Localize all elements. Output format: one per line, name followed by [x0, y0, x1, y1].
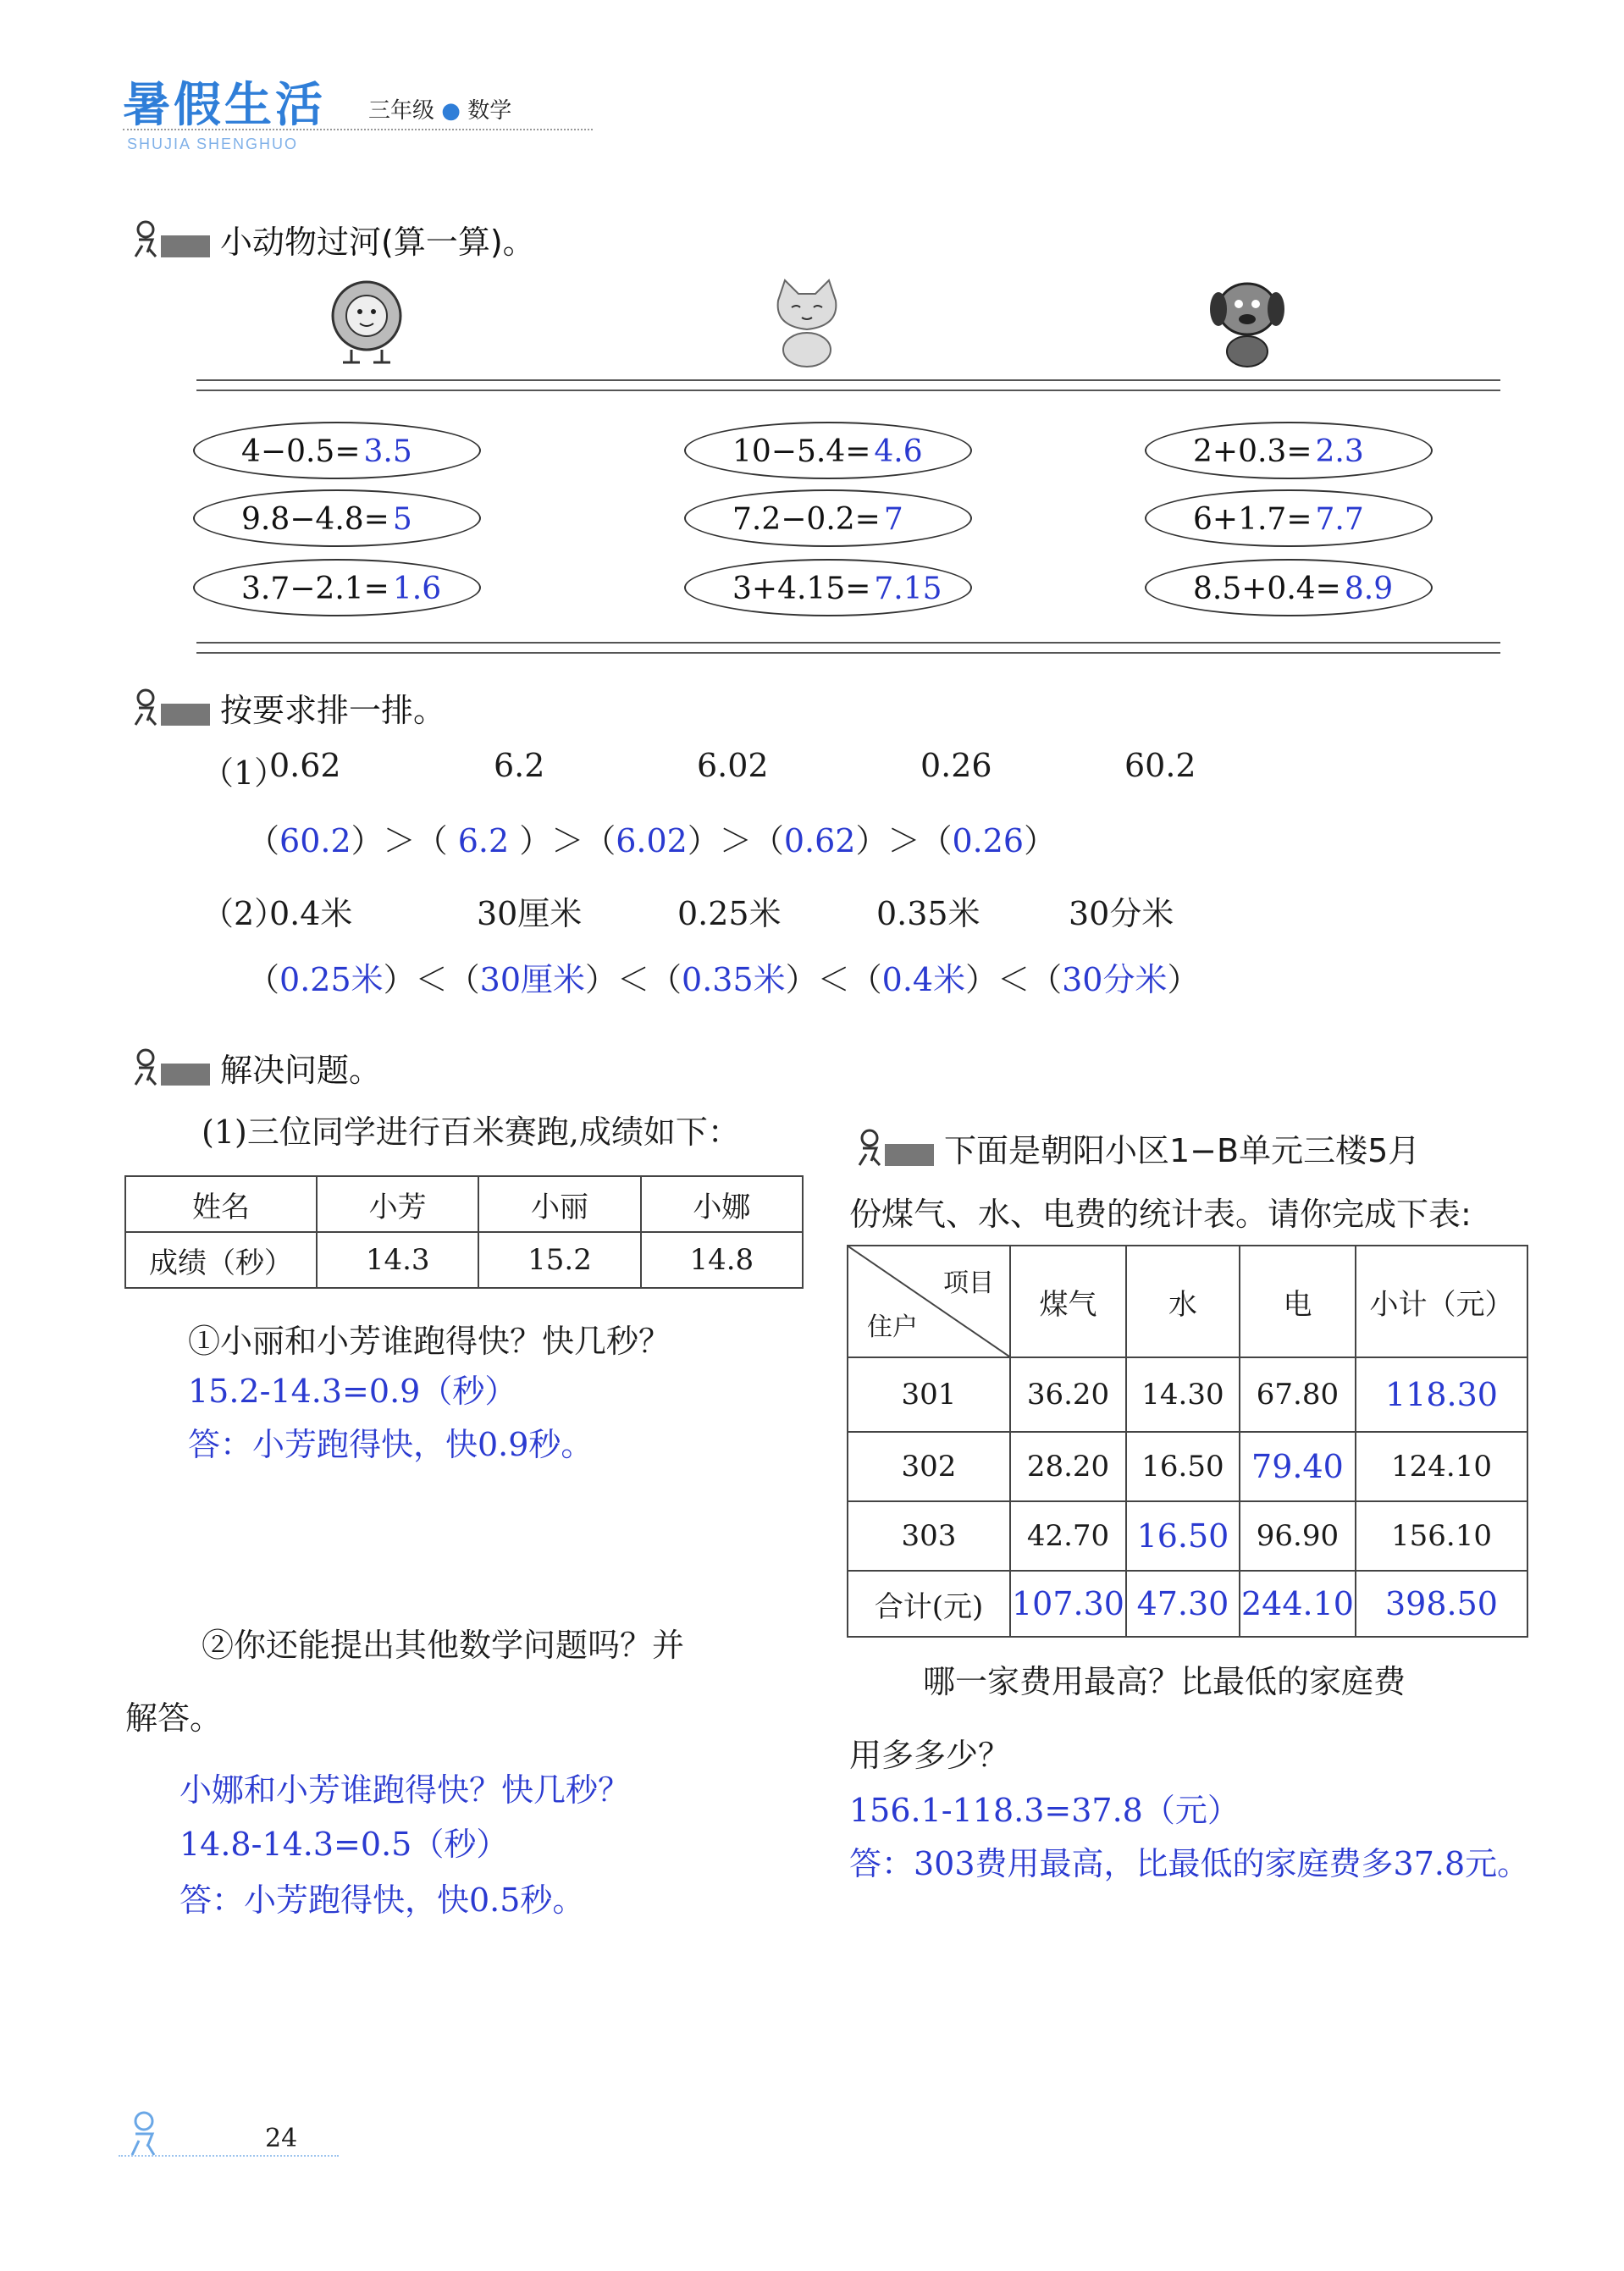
equation-oval: 2+0.3= 2.3: [1145, 422, 1433, 479]
table-row: [125, 1176, 803, 1232]
grade-label: 三年级: [368, 98, 435, 124]
section-title: 小动物过河(算一算)。: [220, 224, 535, 261]
table-cell: 36.20: [1010, 1357, 1126, 1432]
table-cell: 16.50: [1126, 1432, 1240, 1501]
sort-item: 0.26: [920, 747, 992, 784]
equation-oval: 9.8−4.8= 5: [193, 489, 481, 547]
table-corner-cell: [848, 1246, 1010, 1357]
sort-answer-row-2: （0.25米）＜（30厘米）＜（0.35米）＜（0.4米）＜（30分米）: [247, 961, 1200, 998]
question-2-line-2: 解答。: [125, 1699, 223, 1737]
pencil-child-icon: [851, 1127, 936, 1169]
sort-item: 0.35米: [876, 895, 980, 932]
header-divider: [123, 129, 593, 130]
equation-oval: 7.2−0.2= 7: [684, 489, 972, 547]
footer-child-icon: [119, 2108, 169, 2159]
table-header-cell: 小娜: [641, 1176, 803, 1232]
table-cell: 42.70: [1010, 1501, 1126, 1571]
equation-oval: 3.7−2.1= 1.6: [193, 559, 481, 616]
table-header-cell: 水: [1126, 1246, 1240, 1357]
dog-icon: [1207, 275, 1288, 368]
utility-bill-table: [847, 1245, 1528, 1638]
section-title: 解决问题。: [220, 1052, 382, 1089]
table-cell-filled: 79.40: [1240, 1432, 1356, 1501]
question-1-answer: 答：小芳跑得快，快0.9秒。: [188, 1426, 594, 1463]
corner-bottom-label: 住户: [867, 1312, 918, 1342]
lion-icon: [326, 278, 407, 371]
table-row: [125, 1232, 803, 1288]
table-cell: 156.10: [1356, 1501, 1527, 1571]
table-row-label: 303: [848, 1501, 1010, 1571]
table-header-cell: 煤气: [1010, 1246, 1126, 1357]
table-cell: 15.2: [478, 1232, 640, 1288]
equation-oval: 4−0.5= 3.5: [193, 422, 481, 479]
table-cell: 14.3: [317, 1232, 478, 1288]
bill-question-line-2: 用多多少？: [849, 1737, 1011, 1774]
sort-item: 6.02: [697, 747, 769, 784]
table-cell-filled: 16.50: [1126, 1501, 1240, 1571]
cat-icon: [766, 275, 848, 368]
question-2-calculation: 14.8-14.3=0.5（秒）: [180, 1826, 509, 1863]
series-logo-subtitle: SHUJIA SHENGHUO: [127, 135, 299, 152]
section-heading-1: [127, 216, 535, 262]
table-cell-filled: 118.30: [1356, 1357, 1527, 1432]
table-cell-filled: 47.30: [1126, 1571, 1240, 1637]
table-cell-filled: 398.50: [1356, 1571, 1527, 1637]
question-2-line-1: ②你还能提出其他数学问题吗？并: [202, 1627, 685, 1664]
sort-item: 6.2: [494, 747, 545, 784]
bullet-dot: ●: [441, 98, 461, 124]
question-2-answer: 答：小芳跑得快，快0.5秒。: [180, 1881, 585, 1919]
question-1-calculation: 15.2-14.3=0.9（秒）: [188, 1373, 517, 1410]
section-title: 按要求排一排。: [220, 692, 446, 729]
equation-oval: 6+1.7= 7.7: [1145, 489, 1433, 547]
bill-calculation: 156.1-118.3=37.8（元）: [849, 1792, 1240, 1829]
table-row: [848, 1357, 1527, 1432]
sort-question-1-label: （1）: [202, 754, 287, 792]
footer-divider: [119, 2155, 339, 2157]
sort-item: 60.2: [1124, 747, 1196, 784]
pencil-child-icon: [127, 687, 212, 729]
table-row-label: 合计(元): [848, 1571, 1010, 1637]
bill-intro-line-2: 份煤气、水、电费的统计表。请你完成下表:: [849, 1196, 1472, 1233]
pencil-child-icon: [127, 218, 212, 261]
pencil-child-icon: [127, 1047, 212, 1089]
sort-item: 0.4米: [269, 895, 353, 932]
section-heading-4: [851, 1124, 1420, 1171]
series-logo: 暑假生活: [123, 78, 326, 133]
sort-item: 0.62: [269, 747, 341, 784]
table-cell: 28.20: [1010, 1432, 1126, 1501]
bill-question-line-1: 哪一家费用最高？比最低的家庭费: [923, 1663, 1406, 1700]
table-header-cell: 姓名: [125, 1176, 317, 1232]
bill-intro-line-1: 下面是朝阳小区1−B单元三楼5月: [944, 1132, 1421, 1169]
page-number: 24: [265, 2124, 298, 2153]
sort-question-2-label: （2）: [202, 895, 287, 932]
question-1: ①小丽和小芳谁跑得快？快几秒？: [188, 1323, 671, 1360]
equation-oval: 10−5.4= 4.6: [684, 422, 972, 479]
section-heading-3: [127, 1044, 381, 1091]
sort-item: 30厘米: [477, 895, 583, 932]
table-row-label: 301: [848, 1357, 1010, 1432]
sort-item: 30分米: [1069, 895, 1174, 932]
table-cell: 96.90: [1240, 1501, 1356, 1571]
river-bank-bottom: [196, 642, 1500, 654]
question-2-question: 小娜和小芳谁跑得快？快几秒？: [180, 1771, 631, 1809]
table-header-cell: 小丽: [478, 1176, 640, 1232]
bill-answer: 答：303费用最高，比最低的家庭费多37.8元。: [849, 1845, 1530, 1882]
river-bank-top: [196, 379, 1500, 391]
table-cell: 124.10: [1356, 1432, 1527, 1501]
equation-oval: 3+4.15= 7.15: [684, 559, 972, 616]
table-row-label: 302: [848, 1432, 1010, 1501]
table-cell-filled: 107.30: [1010, 1571, 1126, 1637]
grade-subject: [368, 93, 511, 124]
table-header-cell: 小计（元）: [1356, 1246, 1527, 1357]
table-header-cell: 电: [1240, 1246, 1356, 1357]
sort-answer-row-1: （60.2）＞（ 6.2 ）＞（6.02）＞（0.62）＞（0.26）: [247, 822, 1057, 859]
race-table: [124, 1175, 804, 1289]
equation-oval: 8.5+0.4= 8.9: [1145, 559, 1433, 616]
corner-top-label: 项目: [943, 1268, 994, 1298]
sort-item: 0.25米: [677, 895, 782, 932]
table-cell: 14.8: [641, 1232, 803, 1288]
table-cell-filled: 244.10: [1240, 1571, 1356, 1637]
subject-label: 数学: [467, 98, 512, 124]
table-row: [848, 1571, 1527, 1637]
table-row-label: 成绩（秒）: [125, 1232, 317, 1288]
section-heading-2: [127, 684, 445, 731]
table-row: [848, 1501, 1527, 1571]
table-row: [848, 1246, 1527, 1357]
race-intro: (1)三位同学进行百米赛跑,成绩如下：: [202, 1113, 740, 1151]
table-cell: 67.80: [1240, 1357, 1356, 1432]
table-header-cell: 小芳: [317, 1176, 478, 1232]
table-row: [848, 1432, 1527, 1501]
table-cell: 14.30: [1126, 1357, 1240, 1432]
